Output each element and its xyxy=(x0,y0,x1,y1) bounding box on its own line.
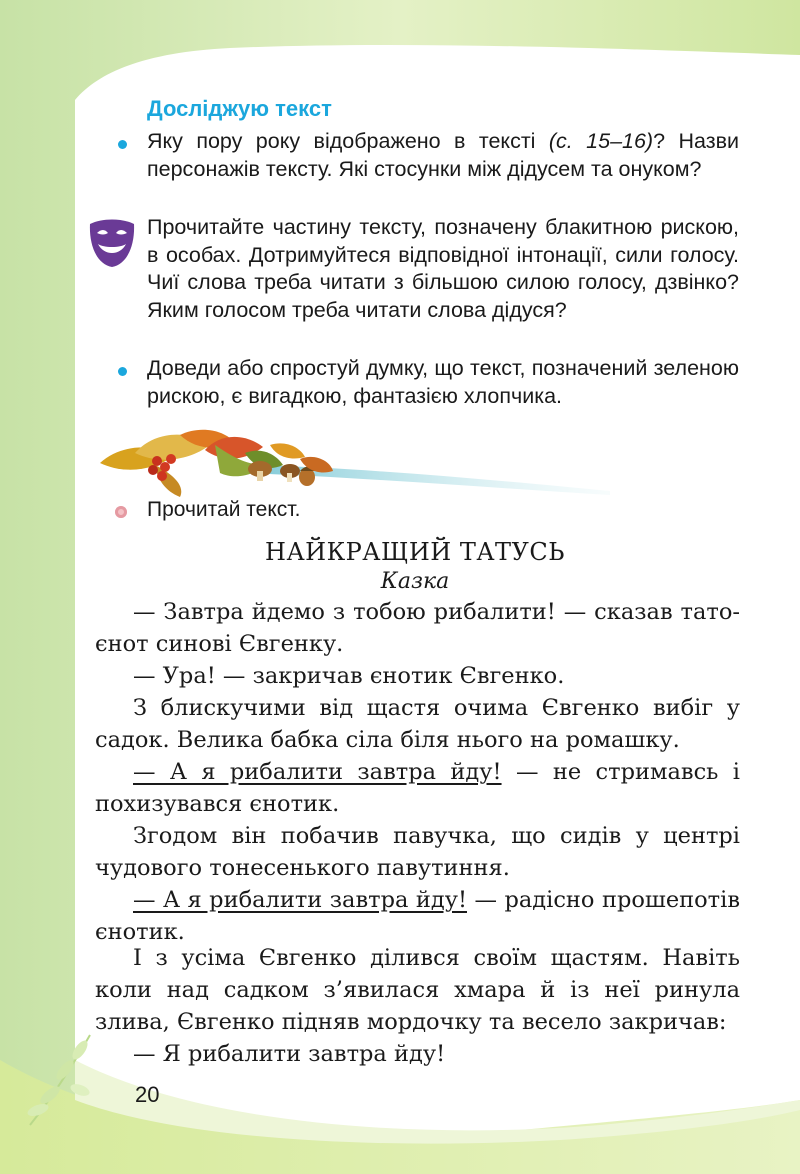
story-paragraph xyxy=(95,756,740,820)
paragraph-text: — Ура! — закричав єнотик Євгенко. xyxy=(133,663,565,689)
blue-dot-bullet-icon xyxy=(118,140,127,149)
story-paragraph xyxy=(95,692,740,756)
underlined-dialogue: — А я рибалити завтра йду! xyxy=(133,887,467,913)
paragraph-text: — не стримавсь і похизувався єнотик. xyxy=(95,759,741,817)
story-title: НАЙКРАЩИЙ ТАТУСЬ xyxy=(265,538,565,566)
autumn-leaves-decoration xyxy=(95,425,615,500)
underlined-dialogue: — А я рибалити завтра йду! xyxy=(133,759,502,785)
story-paragraph xyxy=(95,884,740,948)
question-1-text-after: ? Назви персонажів тексту. Які стосунки між дідусем та онуком? xyxy=(147,129,740,181)
green-sprig-decoration xyxy=(20,1020,110,1130)
section-title: Досліджую текст xyxy=(147,96,332,121)
theatre-mask-icon xyxy=(88,218,136,268)
story-paragraph xyxy=(95,942,740,1038)
story-paragraph xyxy=(95,820,740,884)
paragraph-text: Згодом він побачив павучка, що сидів у центрі чудового тонесенького павутиння. xyxy=(95,823,740,881)
question-1-text-before: Яку пору року відображено в тексті xyxy=(147,129,549,153)
paragraph-text: — радісно прошепотів єнотик. xyxy=(95,887,740,945)
question-3: Доведи або спростуй думку, що текст, позначений зеленою рискою, є вигадкою, фантазією хлопчика. xyxy=(147,356,739,408)
paragraph-text: З блискучими від щастя очима Євгенко вибіг у садок. Велика бабка сіла біля нього на ромашку. xyxy=(95,695,740,753)
story-paragraph xyxy=(95,660,740,692)
question-1 xyxy=(147,128,739,183)
page-reference: (с. 15–16) xyxy=(548,129,654,153)
paragraph-text: — Я рибалити завтра йду! xyxy=(133,1041,446,1067)
paragraph-text: — Завтра йдемо з тобою рибалити! — сказав тато-єнот синові Євгенку. xyxy=(95,599,740,657)
instruction-text: Прочитай текст. xyxy=(147,498,301,521)
story-paragraph xyxy=(95,1038,740,1070)
paragraph-text: І з усіма Євгенко ділився своїм щастям. Навіть коли над садком з’явилася хмара й із неї ринула злива, Євгенко підняв мордочку та весело закричав: xyxy=(95,945,740,1035)
blue-dot-bullet-icon xyxy=(118,367,127,376)
story-paragraph xyxy=(95,596,740,660)
pink-dot-icon xyxy=(115,506,127,518)
story-subtitle: Казка xyxy=(380,569,450,594)
page-number: 20 xyxy=(135,1082,160,1107)
question-2: Прочитайте частину тексту, позначену блакитною рискою, в особах. Дотримуйтеся відповідної інтонації, сили голосу. Чиї слова треба читати з більшою силою голосу, дзвінко? Яким голосом треба читати слова дідуся? xyxy=(147,215,739,322)
